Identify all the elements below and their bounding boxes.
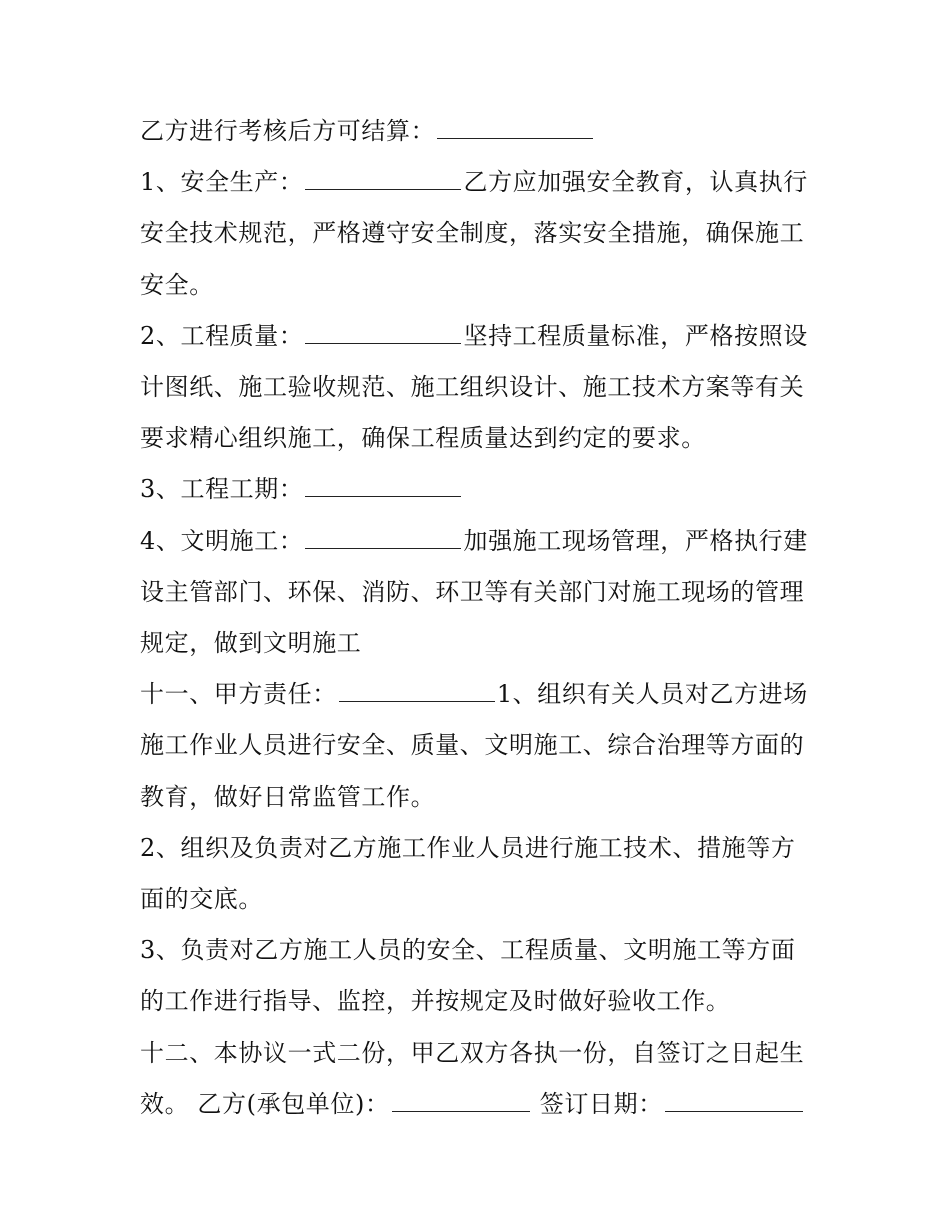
quality-text: 坚持工程质量标准，严格按照设计图纸、施工验收规范、施工组织设计、施工技术方案等有关要求精心组织施工，确保工程质量达到约定的要求。	[140, 321, 808, 453]
contractor-blank[interactable]	[392, 1089, 530, 1112]
paragraph-settlement	[140, 106, 816, 157]
party-a-2-text: 2、组织及负责对乙方施工作业人员进行施工技术、措施等方面的交底。	[140, 833, 796, 914]
paragraph-safety	[140, 157, 816, 311]
safety-blank[interactable]	[305, 167, 461, 190]
paragraph-party-a-2	[140, 823, 816, 925]
paragraph-quality	[140, 311, 816, 465]
civilized-label: 4、文明施工：	[140, 526, 304, 555]
party-a-3-text: 3、负责对乙方施工人员的安全、工程质量、文明施工等方面的工作进行指导、监控，并按规定及时做好验收工作。	[140, 936, 796, 1016]
sign-date-blank[interactable]	[665, 1089, 803, 1112]
schedule-blank[interactable]	[305, 474, 461, 497]
party-a-blank[interactable]	[339, 679, 495, 702]
party-a-text: 1、组织有关人员对乙方进场施工作业人员进行安全、质量、文明施工、综合治理等方面的教育，做好日常监管工作。	[140, 680, 808, 811]
paragraph-schedule	[140, 464, 816, 515]
paragraph-effect	[140, 1028, 816, 1130]
settlement-blank[interactable]	[437, 116, 593, 139]
paragraph-party-a-3	[140, 925, 816, 1027]
paragraph-civilized	[140, 516, 816, 670]
paragraph-party-a	[140, 669, 816, 823]
effect-text: 十二、本协议一式二份，甲乙双方各执一份，自签订之日起生效。 乙方(承包单位)：	[140, 1038, 805, 1118]
safety-label: 1、安全生产：	[140, 168, 304, 197]
schedule-label: 3、工程工期：	[140, 475, 304, 504]
civilized-blank[interactable]	[305, 526, 461, 549]
sign-date-label: 签订日期：	[539, 1089, 663, 1118]
safety-text: 乙方应加强安全教育，认真执行安全技术规范，严格遵守安全制度，落实安全措施，确保施工安全。	[140, 168, 808, 299]
document-page	[140, 106, 816, 1130]
civilized-text: 加强施工现场管理，严格执行建设主管部门、环保、消防、环卫等有关部门对施工现场的管理规定，做到文明施工	[140, 526, 808, 658]
party-a-label: 十一、甲方责任：	[140, 680, 337, 709]
quality-label: 2、工程质量：	[140, 321, 304, 350]
quality-blank[interactable]	[305, 321, 461, 344]
settlement-label: 乙方进行考核后方可结算：	[140, 117, 436, 145]
